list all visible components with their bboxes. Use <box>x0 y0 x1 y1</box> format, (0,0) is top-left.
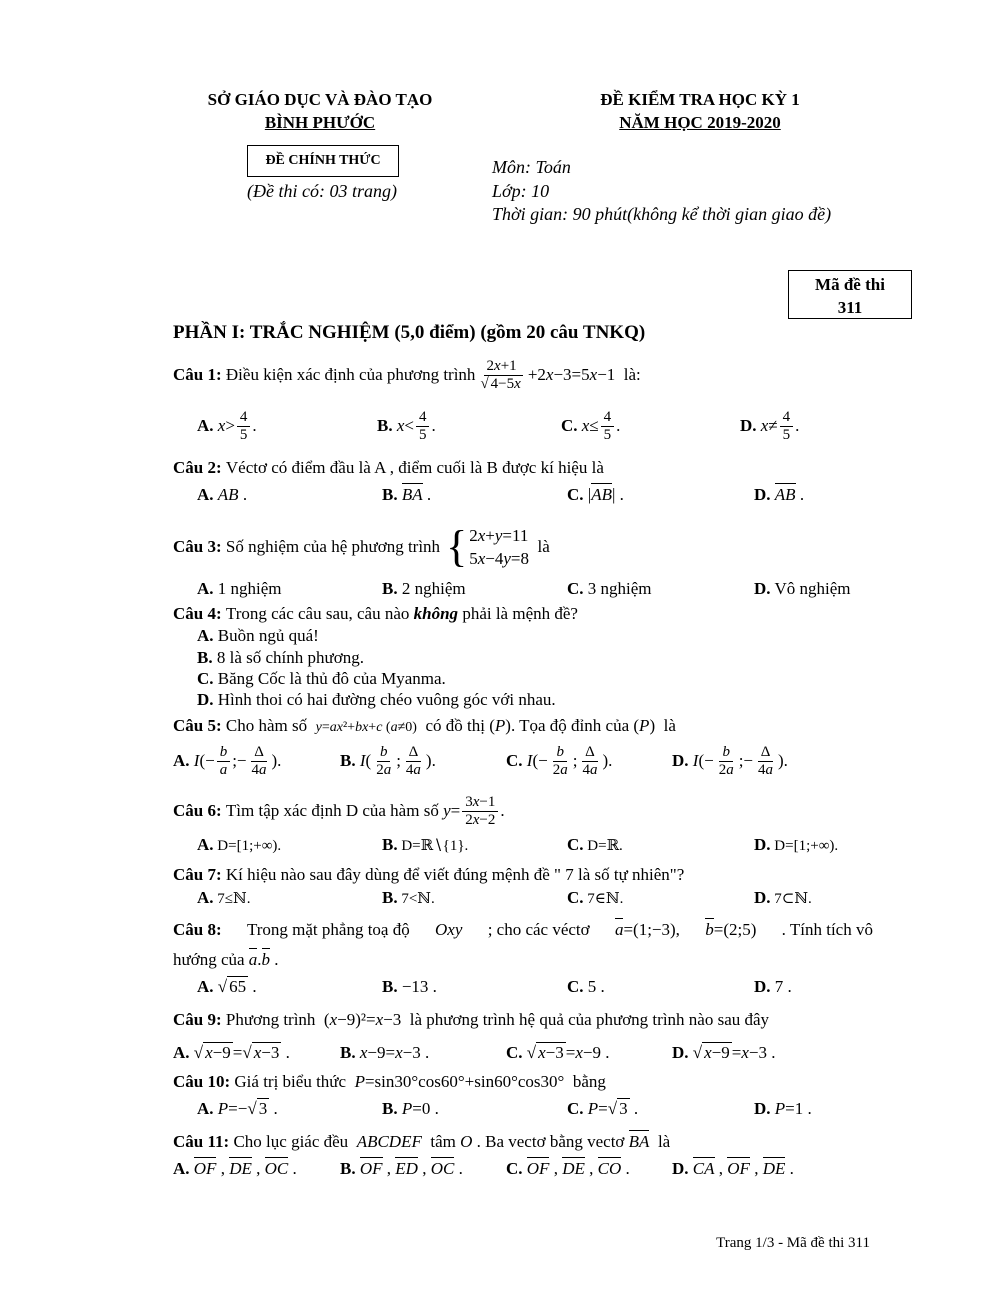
question-text: Giá trị biểu thức <box>234 1072 347 1091</box>
q1-option-a[interactable]: A. x > $\frac{4}{5}$ . <box>197 408 257 443</box>
q1-option-c[interactable]: C. x ≤ $\frac{4}{5}$ . <box>561 408 621 443</box>
question-label: Câu 11: <box>173 1132 230 1151</box>
question-label: Câu 3: <box>173 537 222 556</box>
q5-option-c[interactable]: C. I (− $\frac{b}{2a}$ ; $\frac{\Delta}{4a}$ ). <box>506 743 613 778</box>
question-7 <box>173 865 684 885</box>
emphasis-word: không <box>413 604 459 623</box>
province-title: BÌNH PHƯỚC <box>264 113 376 132</box>
q10-option-b[interactable]: B. P=0 . <box>382 1099 439 1118</box>
q4-option-b[interactable]: B. 8 là số chính phương. <box>197 648 364 667</box>
q7-option-c[interactable]: C. 7∈ℕ. <box>567 888 624 907</box>
question-text: Cho lục giác đều <box>233 1132 349 1151</box>
q9-option-d[interactable]: D. √ x−9 =x−3 . <box>672 1043 776 1062</box>
question-text-4: hướng của <box>173 950 245 969</box>
q5-option-b[interactable]: B. I ( $\frac{b}{2a}$ ; $\frac{\Delta}{4a}$ ). <box>340 743 436 778</box>
question-text-2: ; cho các véctơ <box>487 920 590 939</box>
question-10: Câu 10: Giá trị biểu thức P=sin30°cos60°+sin60°cos30° bằng <box>173 1072 606 1091</box>
question-text: Kí hiệu nào sau đây dùng để viết đúng mệnh đề " 7 là số tự nhiên"? <box>225 865 685 884</box>
q3-option-a[interactable]: A. 1 nghiệm <box>197 579 282 598</box>
question-tail: bằng <box>572 1072 606 1091</box>
q10-option-d[interactable]: D. P=1 . <box>754 1099 812 1118</box>
q3-option-d[interactable]: D. Vô nghiệm <box>754 579 851 598</box>
question-text: Trong các câu sau, câu nào <box>225 604 414 623</box>
question-text: Véctơ có điểm đầu là A , điểm cuối là B được kí hiệu là <box>225 458 604 477</box>
q1-option-d[interactable]: D. x ≠ $\frac{4}{5}$ . <box>740 408 800 443</box>
page-footer: Trang 1/3 - Mã đề thi 311 <box>716 1235 870 1251</box>
q8-option-a[interactable]: A. √ 65 . <box>197 977 257 996</box>
q5-option-a[interactable]: A. I (− $\frac{b}{a}$ ;− $\frac{\Delta}{4a}$ ). <box>173 743 282 778</box>
section-title: PHẦN I: TRẮC NGHIỆM (5,0 điểm) (gồm 20 câu TNKQ) <box>173 322 646 343</box>
q10-option-a[interactable]: A. P=−√ 3 . <box>197 1099 278 1118</box>
pages-note: (Đề thi có: 03 trang) <box>247 181 397 201</box>
question-11: Câu 11: Cho lục giác đều ABCDEF tâm O . Ba vectơ bằng vectơ BA là <box>173 1132 671 1151</box>
question-tail: là: <box>623 365 641 384</box>
subject: Môn: Toán <box>492 157 571 177</box>
question-text-end: phải là mệnh đề? <box>458 604 578 623</box>
q11-option-b[interactable]: B. OF , ED , OC . <box>340 1159 463 1178</box>
exam-time: Thời gian: 90 phút(không kể thời gian giao đề) <box>492 204 832 224</box>
question-text-3: . Tính tích vô <box>781 920 873 939</box>
q11-option-d[interactable]: D. CA , OF , DE . <box>672 1159 794 1178</box>
exam-code-box <box>788 270 912 319</box>
q8-option-b[interactable]: B. −13 . <box>382 977 437 996</box>
question-text: Số nghiệm của hệ phương trình <box>225 537 441 556</box>
question-3: Câu 3: Số nghiệm của hệ phương trình { 2x+y=11 5x−4y=8 là <box>173 522 550 571</box>
option-text: 2 nghiệm <box>401 579 466 598</box>
exam-code-label: Mã đề thi <box>815 275 885 294</box>
question-label: Câu 2: <box>173 458 222 477</box>
question-tail: là <box>537 537 550 556</box>
q2-option-d[interactable]: D. AB . <box>754 485 805 504</box>
question-2 <box>173 458 604 478</box>
question-text-2: có đồ thị <box>425 716 485 735</box>
q6-option-a[interactable]: A. D=[1;+∞). <box>197 835 282 854</box>
question-text: Cho hàm số <box>225 716 308 735</box>
q2-option-a[interactable]: A. AB . <box>197 485 248 504</box>
q9-option-c[interactable]: C. √ x−3 =x−9 . <box>506 1043 610 1062</box>
question-label: Câu 5: <box>173 716 222 735</box>
question-1: Câu 1: Điều kiện xác định của phương trình $\frac{2x+1}{√ 4-5x}$ +2x−3=5x−1 là: <box>173 357 641 392</box>
exam-title: ĐỀ KIỂM TRA HỌC KỲ 1 <box>600 90 800 109</box>
option-text: Buồn ngủ quá! <box>217 626 319 645</box>
question-text: Phương trình <box>225 1010 316 1029</box>
q8-option-d[interactable]: D. 7 . <box>754 977 792 996</box>
question-text-2: tâm <box>430 1132 456 1151</box>
q7-option-a[interactable]: A. 7≤ℕ. <box>197 888 251 907</box>
option-text: 1 nghiệm <box>217 579 282 598</box>
option-text: Hình thoi có hai đường chéo vuông góc với nhau. <box>217 690 556 709</box>
question-9: Câu 9: Phương trình (x−9)²=x−3 là phương trình hệ quả của phương trình nào sau đây <box>173 1010 770 1029</box>
option-text: 3 nghiệm <box>587 579 652 598</box>
question-tail: là <box>663 716 676 735</box>
q9-option-a[interactable]: A. √ x−9 =√ x−3 . <box>173 1043 290 1062</box>
question-4 <box>173 604 578 624</box>
question-text: Điều kiện xác định của phương trình <box>225 365 476 384</box>
q2-option-b[interactable]: B. BA . <box>382 485 432 504</box>
q3-option-c[interactable]: C. 3 nghiệm <box>567 579 652 598</box>
question-8: Câu 8: Trong mặt phẳng toạ độ Oxy ; cho các véctơ a=(1;−3), b=(2;5) . Tính tích vô <box>173 920 873 939</box>
equation-system: 2x+y=11 5x−4y=8 <box>469 526 529 568</box>
question-text: Tìm tập xác định D của hàm số <box>225 801 439 820</box>
question-text: Trong mặt phẳng toạ độ <box>246 920 410 939</box>
q4-option-a[interactable]: A. Buồn ngủ quá! <box>197 626 319 645</box>
math-fraction: $\frac{2x+1}{√ 4-5x}$ <box>480 357 521 392</box>
question-text-2: là phương trình hệ quả của phương trình nào sau đây <box>409 1010 770 1029</box>
school-year: NĂM HỌC 2019-2020 <box>619 113 781 132</box>
question-6: Câu 6: Tìm tập xác định D của hàm số y = $\frac{3x-1}{2x-2}$ . <box>173 793 505 828</box>
question-8-line-2: hướng của a.b . <box>173 950 279 969</box>
q3-option-b[interactable]: B. 2 nghiệm <box>382 579 466 598</box>
question-label: Câu 4: <box>173 604 222 623</box>
option-text: 8 là số chính phương. <box>216 648 364 667</box>
q4-option-c[interactable]: C. Băng Cốc là thủ đô của Myanma. <box>197 669 446 688</box>
option-text: Băng Cốc là thủ đô của Myanma. <box>217 669 446 688</box>
q10-option-c[interactable]: C. P=√ 3 . <box>567 1099 639 1118</box>
q1-option-b[interactable]: B. x < $\frac{4}{5}$ . <box>377 408 436 443</box>
grade: Lớp: 10 <box>492 181 550 201</box>
q9-option-b[interactable]: B. x−9=x−3 . <box>340 1043 430 1062</box>
q5-option-d[interactable]: D. I (− $\frac{b}{2a}$ ;− $\frac{\Delta}{4a}$ ). <box>672 743 788 778</box>
question-label: Câu 6: <box>173 801 222 820</box>
question-text-3: . Tọa độ đỉnh của <box>510 716 630 735</box>
q2-option-c[interactable]: C. |AB| . <box>567 485 624 504</box>
question-label: Câu 9: <box>173 1010 222 1029</box>
q6-option-b[interactable]: B. D=ℝ∖{1}. <box>382 835 469 854</box>
official-exam-box: ĐỀ CHÍNH THỨC <box>247 145 399 177</box>
q11-option-a[interactable]: A. OF , DE , OC . <box>173 1159 297 1178</box>
department-title: SỞ GIÁO DỤC VÀ ĐÀO TẠO <box>207 90 433 109</box>
exam-code-value: 311 <box>837 298 863 317</box>
question-label: Câu 10: <box>173 1072 231 1091</box>
question-tail: là <box>657 1132 671 1151</box>
q7-option-b[interactable]: B. 7<ℕ. <box>382 888 435 907</box>
q7-option-d[interactable]: D. 7⊂ℕ. <box>754 888 812 907</box>
q8-option-c[interactable]: C. 5 . <box>567 977 605 996</box>
question-label: Câu 1: <box>173 365 222 384</box>
question-5: Câu 5: Cho hàm số y=ax²+bx+c (a≠0) có đồ thị (P). Tọa độ đỉnh của (P) là <box>173 716 676 735</box>
q4-option-d[interactable]: D. Hình thoi có hai đường chéo vuông góc với nhau. <box>197 690 556 709</box>
question-label: Câu 7: <box>173 865 222 884</box>
question-label: Câu 8: <box>173 920 222 939</box>
question-text-3: . Ba vectơ bằng vectơ <box>476 1132 625 1151</box>
q6-option-c[interactable]: C. D=ℝ. <box>567 835 623 854</box>
option-text: Vô nghiệm <box>774 579 851 598</box>
q11-option-c[interactable]: C. OF , DE , CO . <box>506 1159 630 1178</box>
q6-option-d[interactable]: D. D=[1;+∞). <box>754 835 839 854</box>
